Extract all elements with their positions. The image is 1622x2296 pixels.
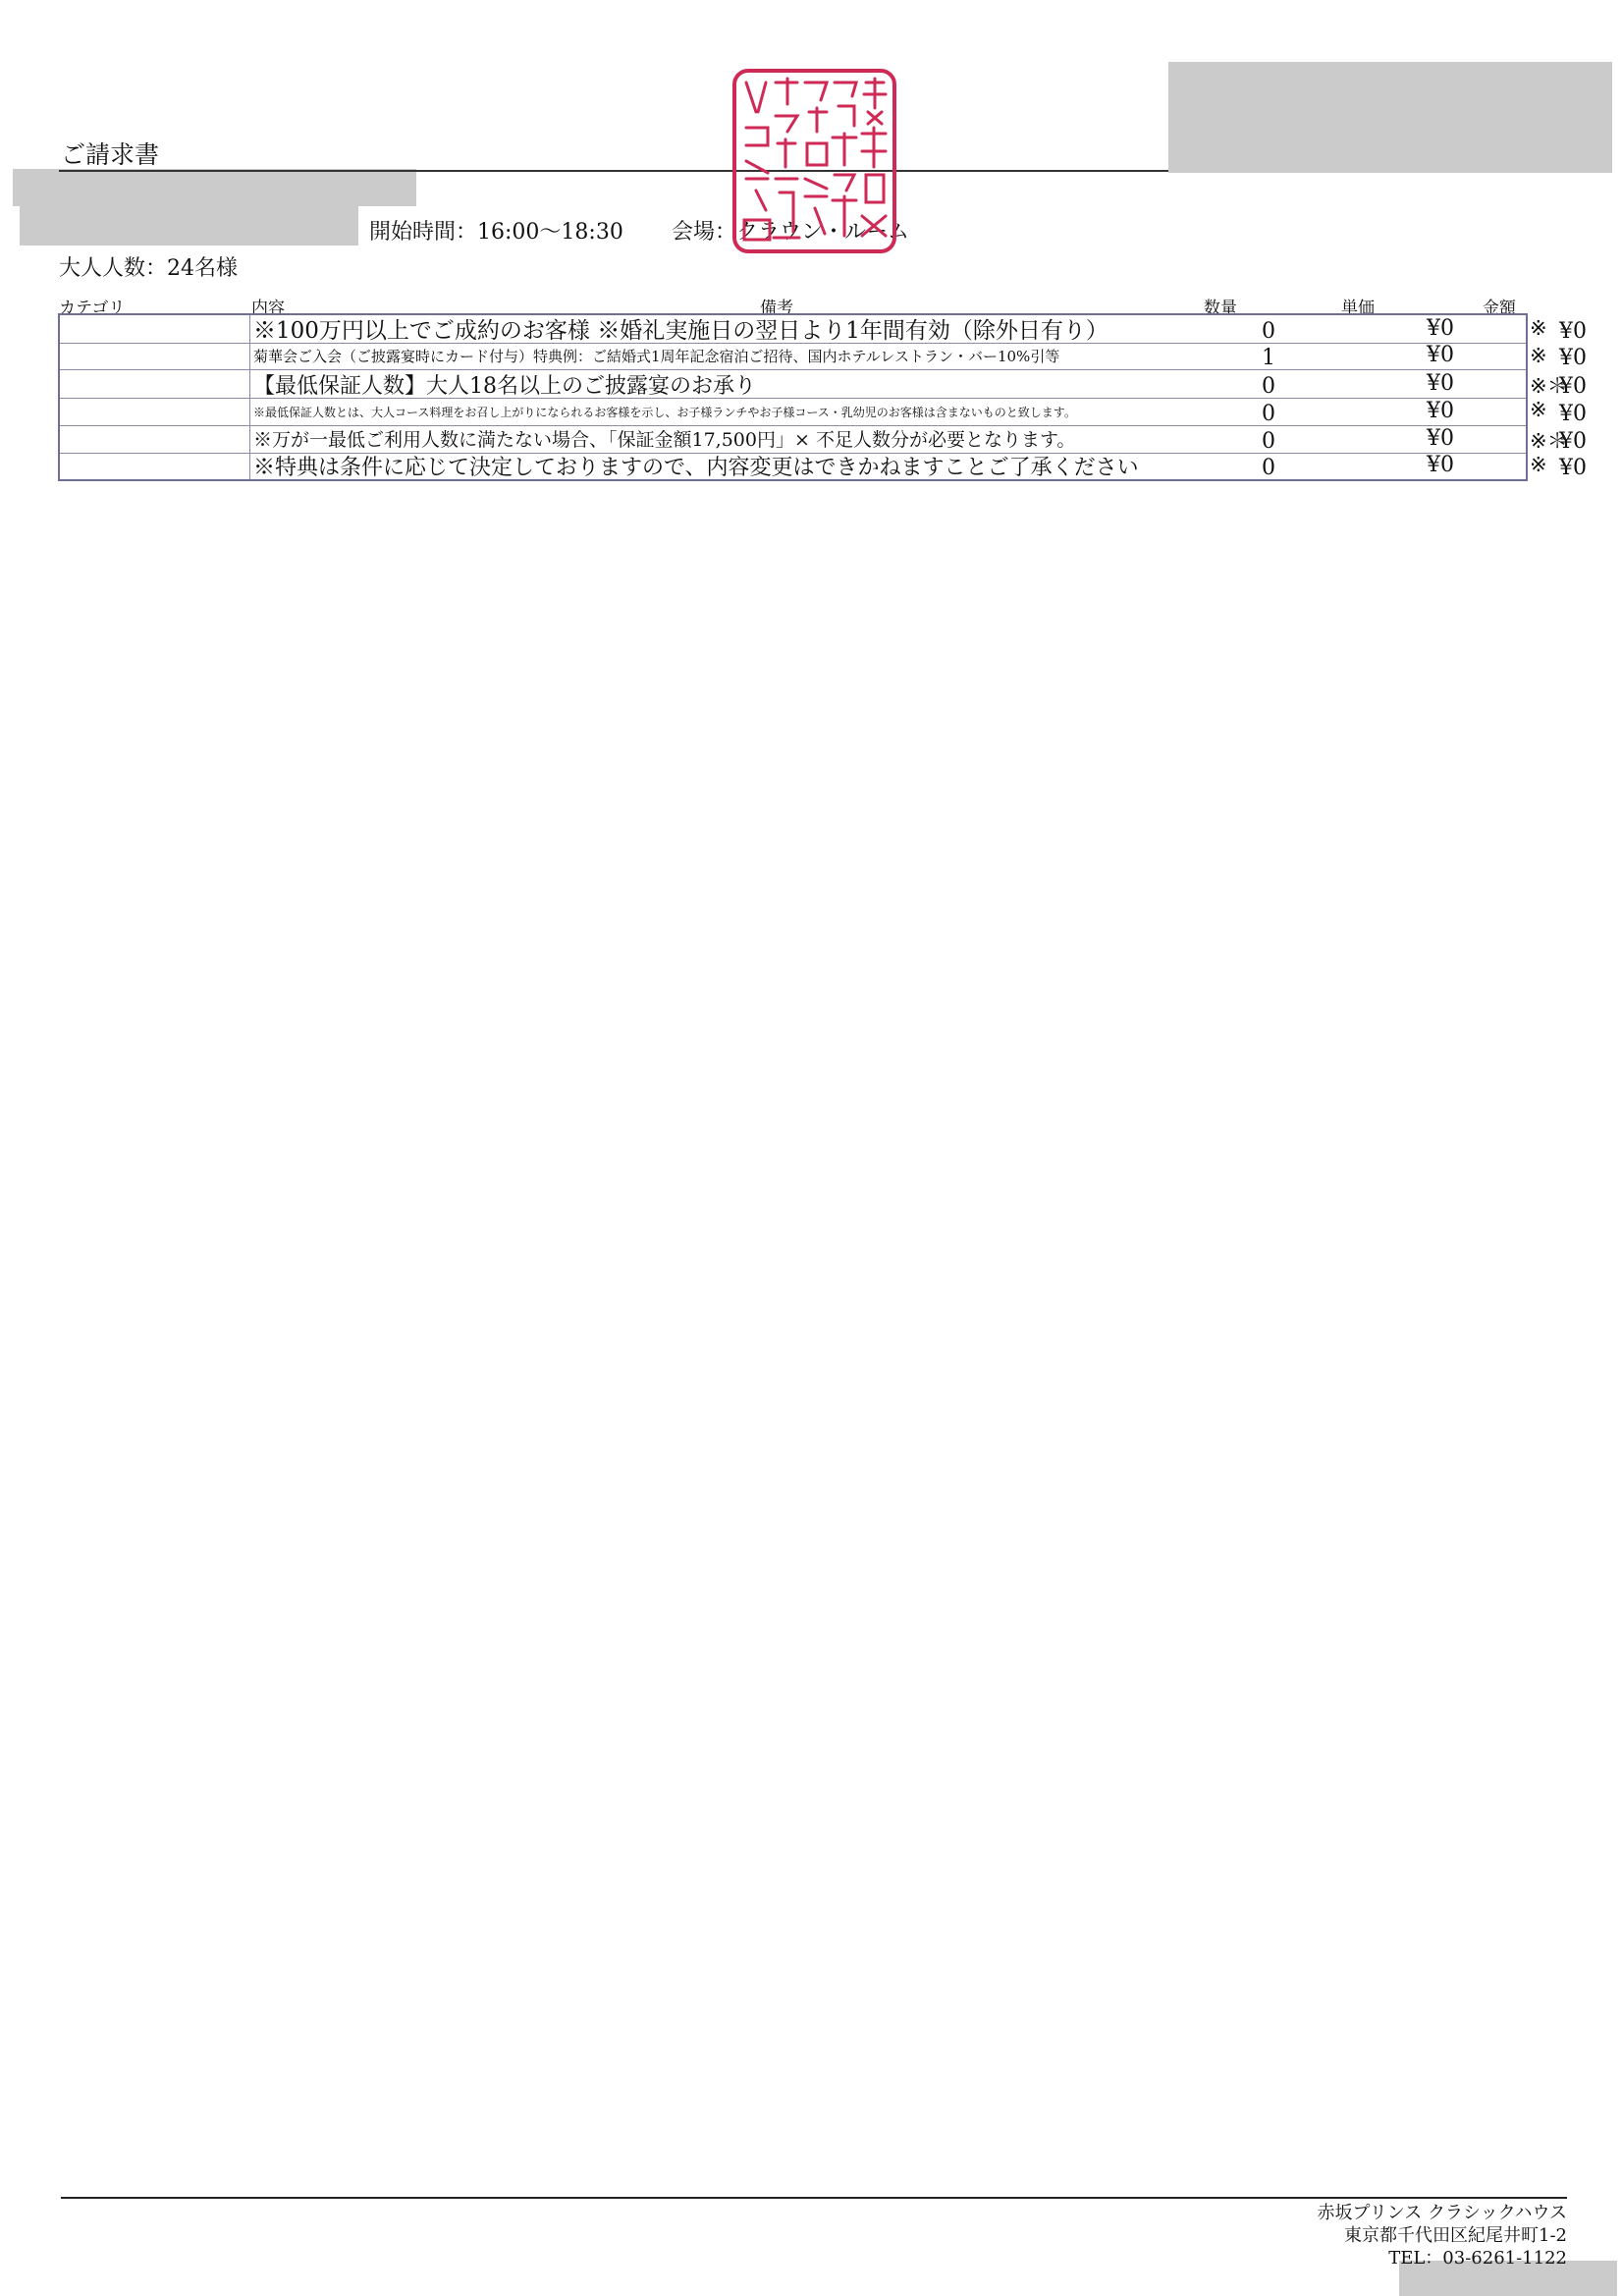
table-row (60, 452, 1587, 480)
redacted-block-customer-name (13, 169, 416, 206)
row-note-mark: ※＊ (1530, 429, 1568, 453)
document-title: ご請求書 (61, 140, 160, 169)
row-quantity: 0 (1262, 373, 1275, 399)
row-amount: ¥0 (1559, 455, 1587, 480)
row-unit-price: ¥0 (1427, 370, 1454, 396)
row-quantity: 0 (1262, 318, 1275, 344)
row-note-mark: ※ (1530, 344, 1547, 367)
row-unit-price: ¥0 (1427, 315, 1454, 341)
table-row (60, 315, 1587, 344)
venue-label: 会場： (672, 220, 737, 245)
table-row (60, 342, 1587, 370)
row-amount: ¥0 (1559, 373, 1587, 399)
adult-count: 大人人数：24名様 (59, 256, 238, 281)
row-quantity: 0 (1262, 455, 1275, 480)
table-row (60, 370, 1587, 399)
row-quantity: 0 (1262, 401, 1275, 426)
row-content: ※万が一最低ご利用人数に満たない場合、「保証金額17,500円」× 不足人数分が必要となります。 (253, 429, 1076, 452)
company-seal-stamp (732, 69, 896, 253)
start-time-label: 開始時間： (369, 220, 478, 245)
table-row (60, 398, 1587, 426)
column-header-category: カテゴリ (59, 299, 126, 318)
column-header-remarks: 備考 (760, 299, 793, 318)
row-note-mark: ※ (1530, 398, 1547, 421)
row-unit-price: ¥0 (1427, 342, 1454, 367)
table-row (60, 425, 1587, 454)
row-content: ※特典は条件に応じて決定しておりますので、内容変更はできかねますことご了承ください (253, 455, 1139, 480)
row-content: ※100万円以上でご成約のお客様 ※婚礼実施日の翌日より1年間有効（除外日有り） (253, 317, 1108, 344)
row-content: 菊華会ご入会（ご披露宴時にカード付与）特典例：ご結婚式1周年記念宿泊ご招待、国内ホテルレストラン・バー10%引等 (253, 348, 1060, 366)
column-header-amount: 金額 (1483, 299, 1516, 318)
row-note-mark: ※＊ (1530, 374, 1568, 398)
row-quantity: 1 (1262, 345, 1275, 370)
line-items-table (58, 313, 1587, 481)
column-header-unit-price: 単価 (1341, 299, 1375, 318)
footer-divider (61, 2197, 1567, 2199)
venue-value: クラウン・ルーム (736, 220, 910, 245)
row-unit-price: ¥0 (1427, 398, 1454, 423)
start-time-row (369, 215, 623, 246)
row-note-mark: ※ (1530, 316, 1547, 340)
redacted-block-event-info (20, 206, 358, 246)
company-name: 赤坂プリンス クラシックハウス (1317, 2203, 1567, 2223)
seal-glyphs-icon (736, 73, 892, 249)
row-content: ※最低保証人数とは、大人コース料理をお召し上がりになられるお客様を示し、お子様ランチやお子様コース・乳幼児のお客様は含まないものと致します。 (253, 406, 1076, 420)
row-unit-price: ¥0 (1427, 425, 1454, 451)
header-divider (59, 170, 1168, 172)
company-phone: TEL：03-6261-1122 (1388, 2248, 1567, 2269)
row-amount: ¥0 (1559, 428, 1587, 454)
row-note-mark: ※ (1530, 453, 1547, 476)
row-quantity: 0 (1262, 428, 1275, 454)
row-amount: ¥0 (1559, 345, 1587, 370)
column-header-content: 内容 (251, 299, 285, 318)
column-header-quantity: 数量 (1204, 299, 1237, 318)
row-amount: ¥0 (1559, 401, 1587, 426)
company-address: 東京都千代田区紀尾井町1-2 (1344, 2225, 1567, 2246)
redacted-block-top-right (1168, 62, 1612, 173)
row-content: 【最低保証人数】大人18名以上のご披露宴のお承り (253, 373, 756, 399)
start-time-value: 16:00～18:30 (477, 220, 623, 245)
row-unit-price: ¥0 (1427, 452, 1454, 477)
row-amount: ¥0 (1559, 318, 1587, 344)
